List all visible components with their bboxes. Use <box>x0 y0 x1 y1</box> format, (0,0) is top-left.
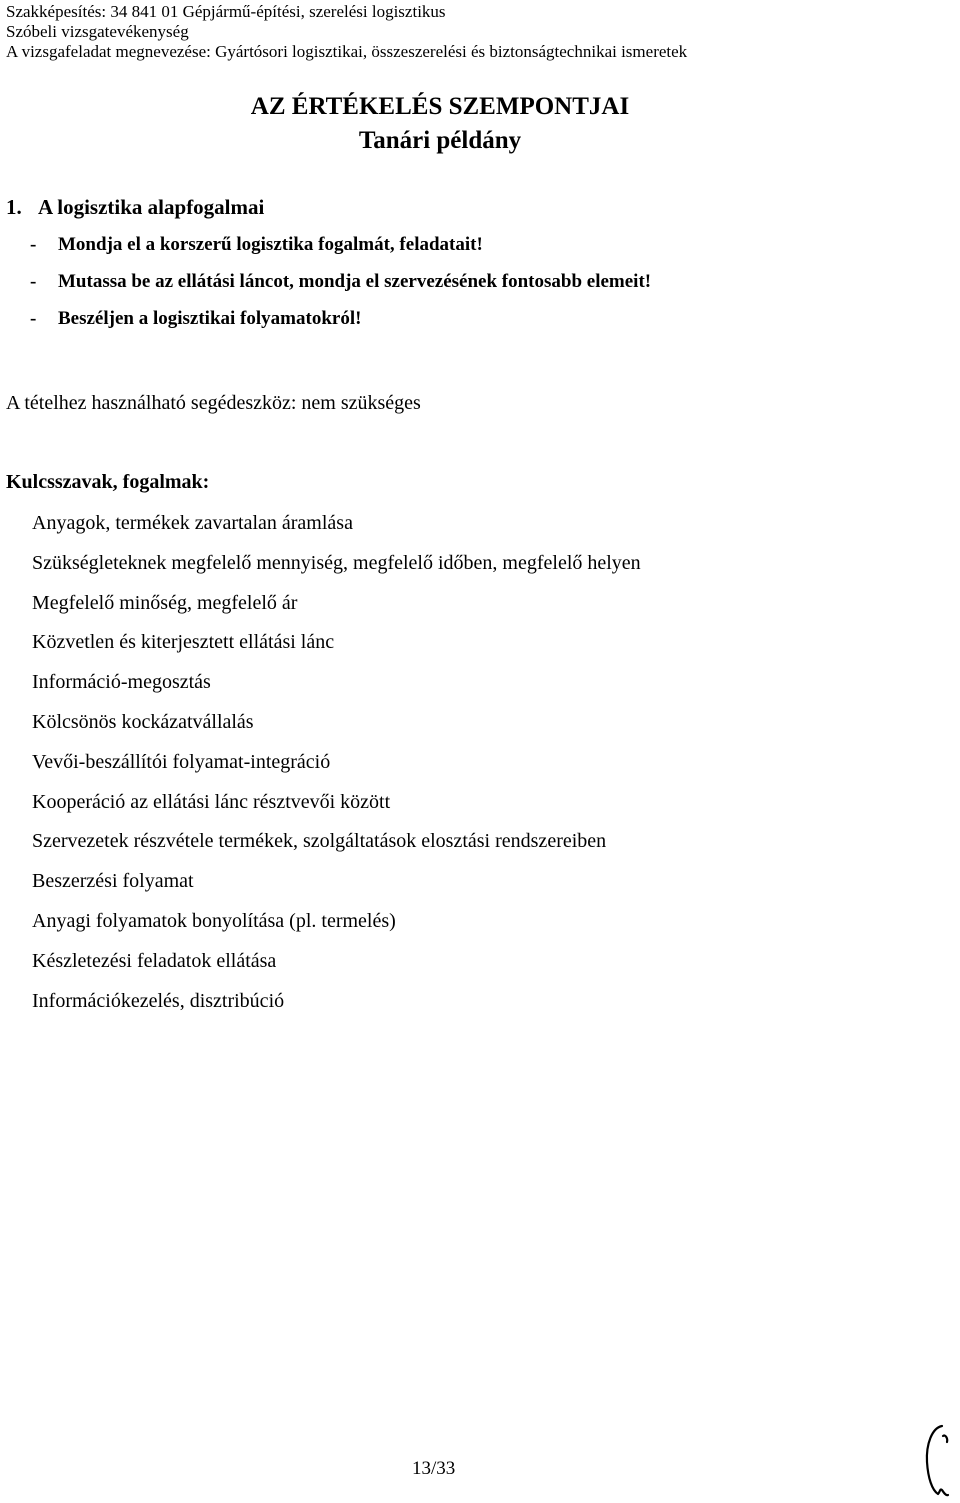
page-subtitle: Tanári példány <box>358 127 522 154</box>
task-name-line: A vizsgafeladat megnevezése: Gyártósori logisztikai, összeszerelési és biztonságtechnikai ismeretek <box>6 42 688 61</box>
task-list <box>30 232 651 343</box>
page-title: AZ ÉRTÉKELÉS SZEMPONTJAI <box>250 93 630 120</box>
exam-activity-line: Szóbeli vizsgatevékenység <box>6 22 189 41</box>
task-bullet: - <box>30 308 37 329</box>
task-item <box>30 232 651 269</box>
page-number: 13/33 <box>412 1458 456 1479</box>
task-text: Mutassa be az ellátási láncot, mondja el szervezésének fontosabb elemeit! <box>58 271 652 292</box>
keyword-item: Információ-megosztás <box>32 671 211 694</box>
keyword-list <box>32 510 641 1027</box>
keyword-item: Információkezelés, disztribúció <box>32 989 285 1012</box>
keyword-item: Anyagok, termékek zavartalan áramlása <box>32 512 353 534</box>
section-heading <box>6 194 264 220</box>
keyword-item: Megfelelő minőség, megfelelő ár <box>32 591 298 614</box>
handwritten-signature <box>918 1418 958 1500</box>
title-block <box>0 90 880 158</box>
keyword-item: Beszerzési folyamat <box>32 870 194 893</box>
keyword-item: Készletezési feladatok ellátása <box>32 949 277 972</box>
task-bullet: - <box>30 271 37 292</box>
section-number: 1. <box>6 195 22 219</box>
keyword-item: Vevői-beszállítói folyamat-integráció <box>32 750 331 773</box>
task-item <box>30 269 651 306</box>
page-header <box>6 2 687 62</box>
task-text: Mondja el a korszerű logisztika fogalmát, feladatait! <box>58 234 483 255</box>
qualification-line: Szakképesítés: 34 841 01 Gépjármű-építési, szerelési logisztikus <box>6 2 446 21</box>
keyword-item: Szükségleteknek megfelelő mennyiség, megfelelő időben, megfelelő helyen <box>32 551 641 574</box>
keyword-item: Közvetlen és kiterjesztett ellátási lánc <box>32 631 335 654</box>
keyword-item: Kölcsönös kockázatvállalás <box>32 710 254 733</box>
keywords-heading: Kulcsszavak, fogalmak: <box>6 471 210 493</box>
allowed-aids-text: A tételhez használható segédeszköz: nem szükséges <box>6 392 421 414</box>
task-text: Beszéljen a logisztikai folyamatokról! <box>58 308 362 329</box>
keyword-item: Anyagi folyamatok bonyolítása (pl. termelés) <box>32 909 396 932</box>
keyword-item: Kooperáció az ellátási lánc résztvevői között <box>32 790 391 813</box>
keyword-item: Szervezetek részvétele termékek, szolgáltatások elosztási rendszereiben <box>32 830 607 853</box>
task-item <box>30 306 651 343</box>
section-title: A logisztika alapfogalmai <box>38 195 265 219</box>
task-bullet: - <box>30 234 37 255</box>
